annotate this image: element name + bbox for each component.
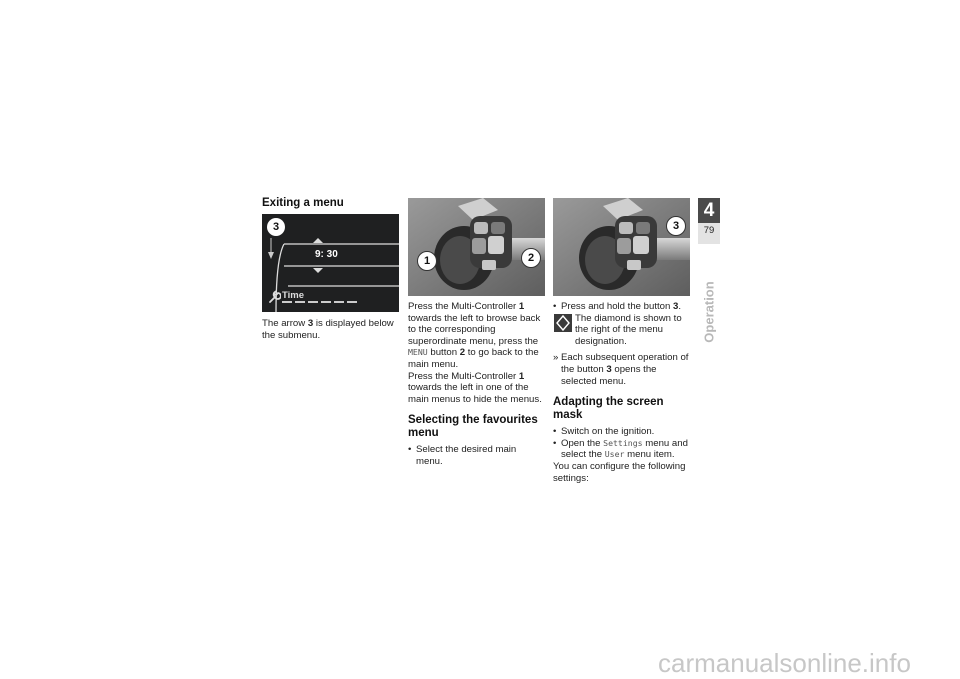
heading-exiting-menu: Exiting a menu (262, 197, 344, 209)
time-label: Time (282, 290, 305, 301)
info-text: The diamond is shown to the right of the menu designation. (575, 312, 682, 347)
bullet-ignition: • Switch on the ignition. (553, 426, 691, 438)
heading-screen-mask: Adapting the screen mask (553, 396, 664, 422)
display-screen-figure (262, 214, 399, 312)
column-2 (408, 198, 544, 468)
bullet-open-settings: • Open the Settings menu and select the User menu item. (553, 438, 691, 461)
callout-number-3: 3 (267, 218, 285, 236)
time-value: 9: 30 (315, 249, 338, 260)
handlebar-button-photo (553, 198, 690, 296)
chapter-number: 4 (698, 198, 720, 223)
chapter-tab (698, 198, 720, 244)
handlebar-controls-photo (408, 198, 545, 296)
callout-number-1: 1 (417, 251, 437, 271)
wrench-icon (267, 290, 281, 304)
paragraph-configure: You can configure the following settings: (553, 460, 686, 484)
info-note (553, 313, 691, 348)
caption-arrow: The arrow 3 is displayed below the submenu. (262, 318, 394, 341)
paragraph-hide-menus: Press the Multi-Controller 1 towards the left in one of the main menus to hide the menus. (408, 370, 542, 405)
handlebar-graphics-2 (553, 198, 690, 296)
bullet-select-main-menu: • Select the desired main menu. (408, 444, 544, 467)
section-label-text: Operation (701, 281, 717, 343)
bullet-press-hold: • Press and hold the button 3. (553, 301, 691, 313)
callout-number-2: 2 (521, 248, 541, 268)
section-label (699, 282, 719, 342)
handlebar-graphics (408, 198, 545, 296)
result-opens-menu: » Each subsequent operation of the button 3 opens the selected menu. (553, 352, 691, 387)
column-1 (262, 197, 400, 341)
paragraph-browse-back: Press the Multi-Controller 1 towards the left to browse back to the corresponding superordinate menu, press the MENU button 2 to go back to the main menu. (408, 301, 541, 370)
column-3 (553, 198, 691, 484)
callout-number-3: 3 (666, 216, 686, 236)
page-number: 79 (703, 225, 715, 236)
watermark: carmanualsonline.info (658, 648, 911, 678)
heading-favourites-menu: Selecting the favourites menu (408, 414, 538, 440)
diamond-icon (554, 314, 572, 332)
